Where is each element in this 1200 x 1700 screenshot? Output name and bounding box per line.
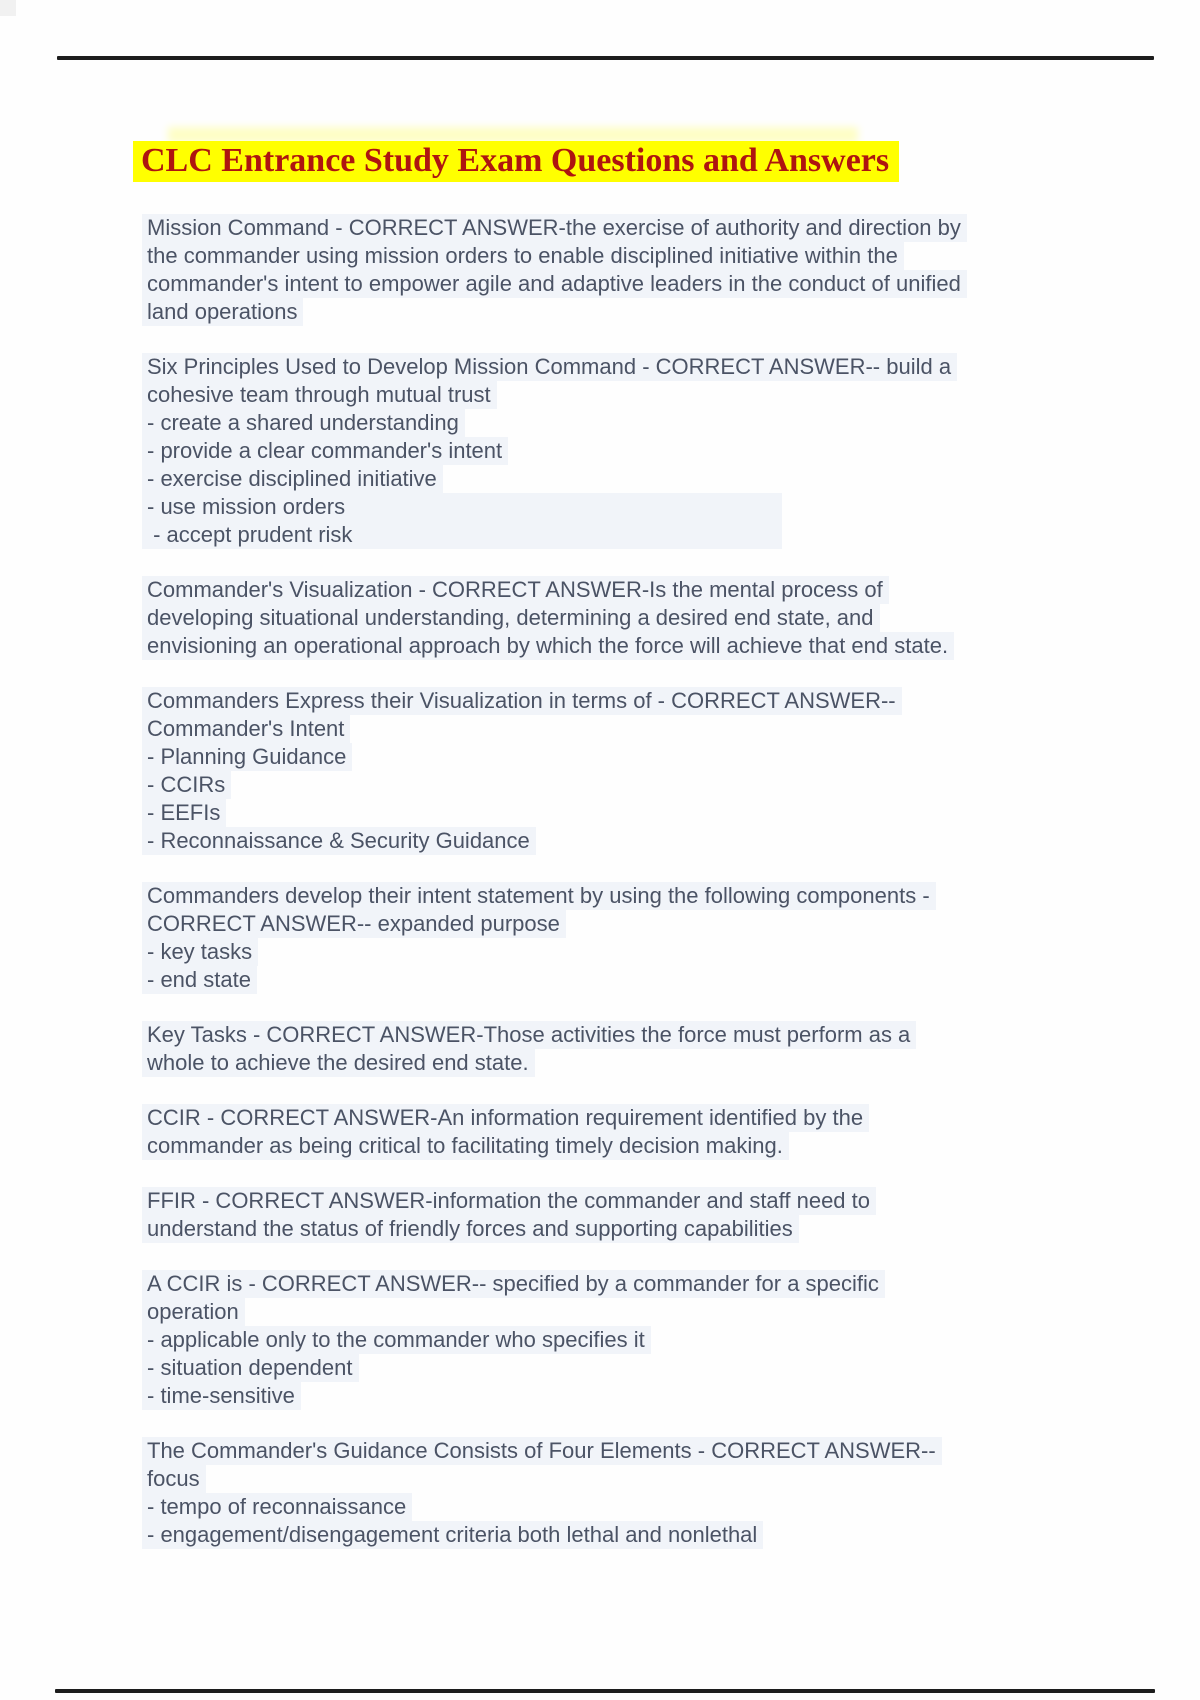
qa-line bbox=[147, 604, 1147, 632]
qa-line-text: - exercise disciplined initiative bbox=[142, 465, 443, 493]
qa-block bbox=[147, 1187, 1147, 1243]
qa-content bbox=[147, 214, 1147, 1576]
qa-line-text: - EEFIs bbox=[142, 799, 226, 827]
qa-line-text: Commanders Express their Visualization in terms of - CORRECT ANSWER-- bbox=[142, 687, 902, 715]
qa-line-text: A CCIR is - CORRECT ANSWER-- specified by a commander for a specific bbox=[142, 1270, 885, 1298]
qa-line bbox=[147, 632, 1147, 660]
qa-line-text: - CCIRs bbox=[142, 771, 231, 799]
qa-line bbox=[147, 1465, 1147, 1493]
qa-line bbox=[147, 910, 1147, 938]
qa-line bbox=[147, 715, 1147, 743]
qa-block bbox=[147, 882, 1147, 994]
qa-block bbox=[147, 1270, 1147, 1410]
qa-line-text: commander as being critical to facilitating timely decision making. bbox=[142, 1132, 789, 1160]
qa-block bbox=[147, 1437, 1147, 1549]
qa-line-text: - applicable only to the commander who specifies it bbox=[142, 1326, 651, 1354]
qa-line bbox=[147, 827, 1147, 855]
qa-line-text: - Reconnaissance & Security Guidance bbox=[142, 827, 536, 855]
qa-line bbox=[147, 1382, 1147, 1410]
qa-line-text: - create a shared understanding bbox=[142, 409, 465, 437]
qa-line-text: FFIR - CORRECT ANSWER-information the commander and staff need to bbox=[142, 1187, 876, 1215]
qa-line bbox=[147, 353, 1147, 381]
qa-line bbox=[147, 966, 1147, 994]
qa-line-text: cohesive team through mutual trust bbox=[142, 381, 497, 409]
qa-line-text: - accept prudent risk bbox=[142, 521, 782, 549]
qa-line bbox=[147, 799, 1147, 827]
qa-line bbox=[147, 1354, 1147, 1382]
qa-line bbox=[147, 938, 1147, 966]
qa-line-text: - provide a clear commander's intent bbox=[142, 437, 508, 465]
page-title bbox=[133, 141, 899, 182]
qa-line-text: Commander's Visualization - CORRECT ANSWER-Is the mental process of bbox=[142, 576, 889, 604]
qa-line bbox=[147, 242, 1147, 270]
qa-block bbox=[147, 214, 1147, 326]
qa-block bbox=[147, 687, 1147, 855]
qa-line-text: focus bbox=[142, 1465, 206, 1493]
qa-line-text: - Planning Guidance bbox=[142, 743, 352, 771]
qa-line bbox=[147, 743, 1147, 771]
qa-line bbox=[147, 1187, 1147, 1215]
qa-line-text: CCIR - CORRECT ANSWER-An information requirement identified by the bbox=[142, 1104, 869, 1132]
qa-line bbox=[147, 298, 1147, 326]
qa-line-text: developing situational understanding, determining a desired end state, and bbox=[142, 604, 880, 632]
qa-line bbox=[147, 437, 1147, 465]
qa-line-text: The Commander's Guidance Consists of Four Elements - CORRECT ANSWER-- bbox=[142, 1437, 942, 1465]
qa-line bbox=[147, 409, 1147, 437]
qa-line-text: commander's intent to empower agile and adaptive leaders in the conduct of unified bbox=[142, 270, 967, 298]
qa-line bbox=[147, 465, 1147, 493]
qa-line-text: - use mission orders bbox=[142, 493, 782, 521]
qa-line bbox=[147, 1298, 1147, 1326]
qa-line-text: understand the status of friendly forces and supporting capabilities bbox=[142, 1215, 799, 1243]
qa-line bbox=[147, 270, 1147, 298]
qa-line-text: - end state bbox=[142, 966, 257, 994]
qa-line bbox=[147, 1493, 1147, 1521]
qa-line-text: - time-sensitive bbox=[142, 1382, 301, 1410]
qa-line-text: Key Tasks - CORRECT ANSWER-Those activities the force must perform as a bbox=[142, 1021, 916, 1049]
qa-line bbox=[147, 1270, 1147, 1298]
qa-line-text: Six Principles Used to Develop Mission Command - CORRECT ANSWER-- build a bbox=[142, 353, 957, 381]
bottom-rule bbox=[55, 1689, 1155, 1693]
qa-line-text: - tempo of reconnaissance bbox=[142, 1493, 412, 1521]
qa-line bbox=[147, 882, 1147, 910]
qa-line-text: Mission Command - CORRECT ANSWER-the exercise of authority and direction by bbox=[142, 214, 967, 242]
qa-line bbox=[147, 687, 1147, 715]
qa-line bbox=[147, 771, 1147, 799]
qa-line bbox=[147, 1021, 1147, 1049]
qa-block bbox=[147, 576, 1147, 660]
qa-block bbox=[147, 1104, 1147, 1160]
qa-line-text: CORRECT ANSWER-- expanded purpose bbox=[142, 910, 566, 938]
page-title-highlight: CLC Entrance Study Exam Questions and Answers bbox=[133, 141, 899, 182]
qa-line-text: envisioning an operational approach by which the force will achieve that end state. bbox=[142, 632, 954, 660]
qa-line-text: - engagement/disengagement criteria both lethal and nonlethal bbox=[142, 1521, 763, 1549]
qa-block bbox=[147, 353, 1147, 549]
qa-line bbox=[147, 381, 1147, 409]
qa-line bbox=[147, 521, 1147, 549]
top-rule bbox=[57, 56, 1154, 60]
qa-line bbox=[147, 1437, 1147, 1465]
qa-line bbox=[147, 1326, 1147, 1354]
qa-line bbox=[147, 1132, 1147, 1160]
scan-corner-artifact bbox=[0, 0, 16, 16]
qa-line bbox=[147, 1104, 1147, 1132]
qa-line-text: - situation dependent bbox=[142, 1354, 359, 1382]
qa-line bbox=[147, 576, 1147, 604]
qa-line-text: Commanders develop their intent statement by using the following components - bbox=[142, 882, 936, 910]
qa-line-text: Commander's Intent bbox=[142, 715, 350, 743]
qa-line-text: - key tasks bbox=[142, 938, 258, 966]
qa-block bbox=[147, 1021, 1147, 1077]
qa-line bbox=[147, 1521, 1147, 1549]
qa-line-text: the commander using mission orders to enable disciplined initiative within the bbox=[142, 242, 904, 270]
qa-line-text: operation bbox=[142, 1298, 245, 1326]
qa-line-text: land operations bbox=[142, 298, 303, 326]
qa-line bbox=[147, 1049, 1147, 1077]
qa-line bbox=[147, 1215, 1147, 1243]
qa-line bbox=[147, 493, 1147, 521]
qa-line-text: whole to achieve the desired end state. bbox=[142, 1049, 535, 1077]
qa-line bbox=[147, 214, 1147, 242]
